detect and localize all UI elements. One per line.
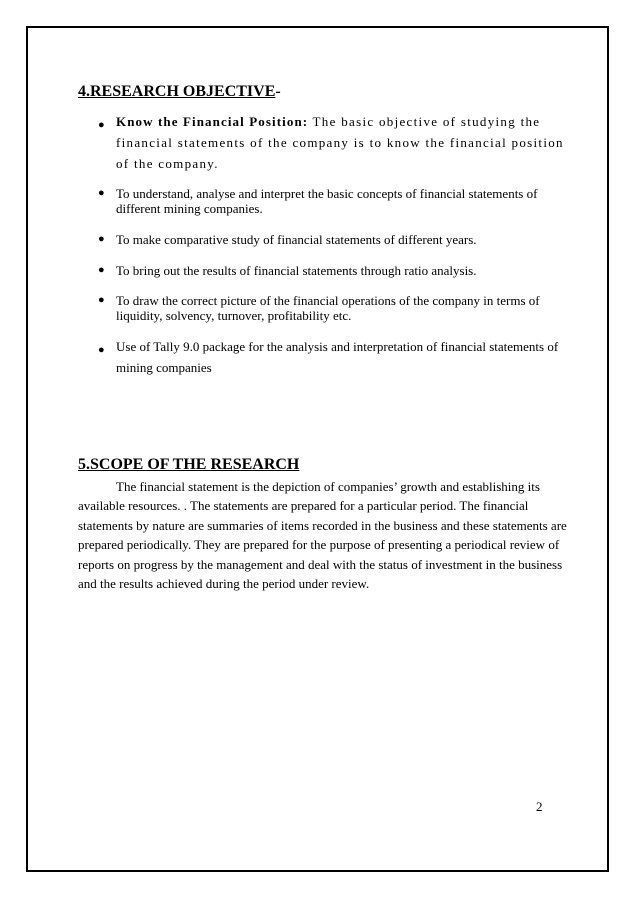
research-objective-suffix: - — [275, 83, 281, 100]
objective-item — [94, 186, 564, 216]
page-number: 2 — [536, 799, 543, 814]
objective-text — [116, 111, 574, 174]
objective-item — [94, 111, 574, 174]
objective-text: To make comparative study of financial statements of different years. — [116, 232, 477, 247]
objective-text: To understand, analyse and interpret the basic concepts of financial statements of different mining companies. — [116, 186, 538, 216]
objective-text: To bring out the results of financial statements through ratio analysis. — [116, 263, 477, 278]
scope-paragraph: The financial statement is the depiction of companies’ growth and establishing its available resources. . The statements are prepared for a particular period. The financial statements by nature are summaries of items recorded in the business and these statements are prepared periodically. They are prepared for the purpose of presenting a periodical review of reports on progress by the management and deal with the status of investment in the business and the results achieved during the period under review. — [78, 479, 567, 592]
objective-text: Use of Tally 9.0 package for the analysis and interpretation of financial statements of mining companies — [116, 339, 559, 375]
bullet-dot-icon: ● — [98, 187, 105, 199]
bullet-dot-icon: ● — [98, 264, 105, 276]
objective-text: To draw the correct picture of the financial operations of the company in terms of liquidity, solvency, turnover, profitability etc. — [116, 293, 540, 323]
scope-heading: 5.SCOPE OF THE RESEARCH — [78, 456, 300, 473]
objective-item — [94, 263, 564, 278]
objective-strong-label: Know the Financial Position: — [116, 114, 309, 129]
objective-item — [94, 232, 564, 247]
objective-body: The basic objective of studying the financial statements of the company is to know the financial position of the company. — [116, 114, 564, 171]
bullet-dot-icon: ● — [98, 344, 105, 356]
bullet-dot-icon: ● — [98, 233, 105, 245]
research-objective-title: 4.RESEARCH OBJECTIVE — [78, 83, 276, 100]
objective-item — [94, 336, 564, 378]
bullet-dot-icon: ● — [98, 294, 105, 306]
bullet-dot-icon: ● — [98, 119, 105, 131]
objective-item — [94, 293, 564, 323]
research-objective-heading — [78, 82, 281, 102]
